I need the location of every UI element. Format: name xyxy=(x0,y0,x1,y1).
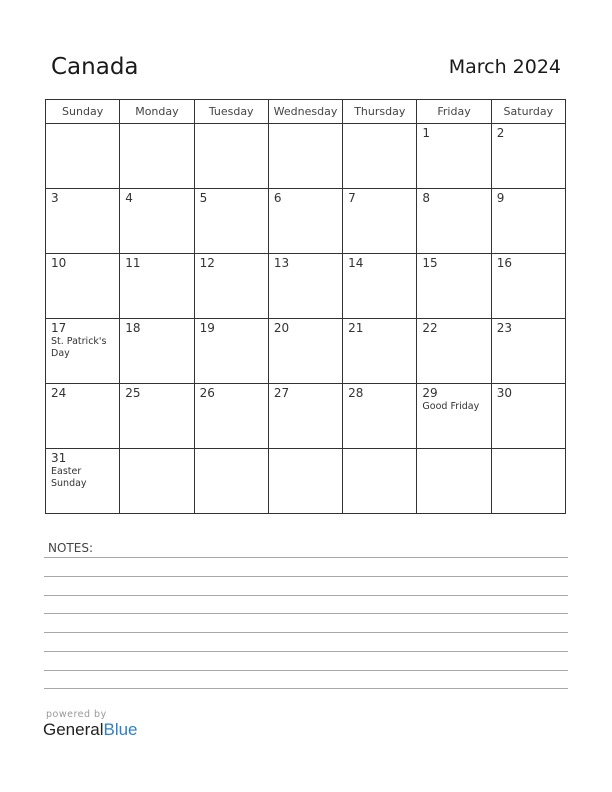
calendar-week-row xyxy=(46,254,566,319)
calendar-day-cell xyxy=(120,319,194,384)
day-number: 5 xyxy=(199,191,208,205)
calendar-day-cell xyxy=(120,384,194,449)
calendar-day-cell xyxy=(120,449,194,514)
calendar-month-title: March 2024 xyxy=(448,56,561,78)
day-number: 15 xyxy=(422,256,438,270)
note-line[interactable] xyxy=(44,688,568,689)
calendar-day-cell xyxy=(417,189,491,254)
calendar-day-cell xyxy=(417,449,491,514)
day-number: 22 xyxy=(422,321,438,335)
day-number: 6 xyxy=(273,191,282,205)
calendar-day-cell xyxy=(417,319,491,384)
weekday-header: Sunday xyxy=(46,100,120,124)
brand-logo xyxy=(43,720,138,740)
calendar-day-cell xyxy=(46,384,120,449)
calendar-day-cell xyxy=(343,384,417,449)
calendar-day-cell xyxy=(194,319,268,384)
calendar-day-cell xyxy=(491,449,565,514)
calendar-day-cell xyxy=(46,189,120,254)
calendar-week-row xyxy=(46,319,566,384)
day-number: 8 xyxy=(422,191,431,205)
calendar-day-cell xyxy=(194,254,268,319)
note-line[interactable] xyxy=(44,632,568,633)
powered-by-text: powered by xyxy=(46,709,107,720)
calendar-day-cell xyxy=(268,384,342,449)
day-number: 25 xyxy=(125,386,141,400)
calendar-day-cell xyxy=(491,319,565,384)
day-number: 19 xyxy=(199,321,215,335)
day-number: 4 xyxy=(125,191,133,205)
holiday-label: Easter Sunday xyxy=(51,466,87,489)
weekday-header: Thursday xyxy=(343,100,417,124)
note-line[interactable] xyxy=(44,595,568,596)
day-number: 16 xyxy=(496,256,512,270)
brand-logo-part-general: General xyxy=(43,720,104,739)
day-number: 28 xyxy=(348,386,364,400)
calendar-day-cell xyxy=(268,449,342,514)
day-number: 30 xyxy=(496,386,512,400)
calendar-week-row xyxy=(46,189,566,254)
day-number: 1 xyxy=(422,126,431,140)
day-number: 21 xyxy=(348,321,364,335)
calendar-day-cell xyxy=(268,319,342,384)
calendar-day-cell xyxy=(46,319,120,384)
calendar-day-cell xyxy=(417,124,491,189)
day-number: 31 xyxy=(51,451,67,465)
weekday-header: Friday xyxy=(417,100,491,124)
calendar-day-cell xyxy=(268,189,342,254)
calendar-day-cell xyxy=(417,254,491,319)
day-number: 26 xyxy=(199,386,215,400)
weekday-header: Wednesday xyxy=(268,100,342,124)
calendar-day-cell xyxy=(491,189,565,254)
calendar-day-cell xyxy=(194,124,268,189)
weekday-header: Saturday xyxy=(491,100,565,124)
calendar-country-title: Canada xyxy=(51,54,139,80)
note-line[interactable] xyxy=(44,557,568,558)
calendar-day-cell xyxy=(194,384,268,449)
calendar-day-cell xyxy=(120,124,194,189)
calendar-day-cell xyxy=(268,254,342,319)
day-number: 27 xyxy=(273,386,290,400)
calendar-week-row xyxy=(46,124,566,189)
calendar-day-cell xyxy=(491,384,565,449)
calendar-day-cell xyxy=(491,124,565,189)
calendar-day-cell xyxy=(343,189,417,254)
day-number: 2 xyxy=(496,126,505,140)
day-number: 10 xyxy=(51,256,67,270)
day-number: 24 xyxy=(51,386,67,400)
day-number: 13 xyxy=(273,256,290,270)
calendar-week-row xyxy=(46,449,566,514)
note-line[interactable] xyxy=(44,651,568,652)
calendar-day-cell xyxy=(343,254,417,319)
weekday-header: Tuesday xyxy=(194,100,268,124)
calendar-day-cell xyxy=(46,124,120,189)
holiday-label: Good Friday xyxy=(422,401,480,412)
calendar-day-cell xyxy=(343,319,417,384)
note-line[interactable] xyxy=(44,670,568,671)
note-line[interactable] xyxy=(44,576,568,577)
weekday-header-row xyxy=(46,100,566,124)
calendar-day-cell xyxy=(491,254,565,319)
calendar-day-cell xyxy=(120,189,194,254)
calendar-grid xyxy=(45,99,566,514)
day-number: 3 xyxy=(51,191,59,205)
day-number: 29 xyxy=(422,386,438,400)
calendar-week-row xyxy=(46,384,566,449)
weekday-header: Monday xyxy=(120,100,194,124)
calendar-day-cell xyxy=(194,189,268,254)
day-number: 18 xyxy=(125,321,141,335)
note-line[interactable] xyxy=(44,613,568,614)
calendar-day-cell xyxy=(46,449,120,514)
calendar-day-cell xyxy=(343,449,417,514)
holiday-label: St. Patrick's Day xyxy=(51,336,107,359)
brand-logo-part-blue: Blue xyxy=(103,720,138,739)
day-number: 12 xyxy=(199,256,215,270)
day-number: 20 xyxy=(273,321,290,335)
day-number: 9 xyxy=(496,191,505,205)
calendar-day-cell xyxy=(46,254,120,319)
day-number: 11 xyxy=(125,256,141,270)
calendar-day-cell xyxy=(417,384,491,449)
day-number: 14 xyxy=(348,256,364,270)
calendar-day-cell xyxy=(268,124,342,189)
calendar-day-cell xyxy=(194,449,268,514)
day-number: 17 xyxy=(51,321,67,335)
notes-label: NOTES: xyxy=(48,541,93,555)
calendar-day-cell xyxy=(343,124,417,189)
day-number: 23 xyxy=(496,321,512,335)
day-number: 7 xyxy=(348,191,356,205)
calendar-day-cell xyxy=(120,254,194,319)
